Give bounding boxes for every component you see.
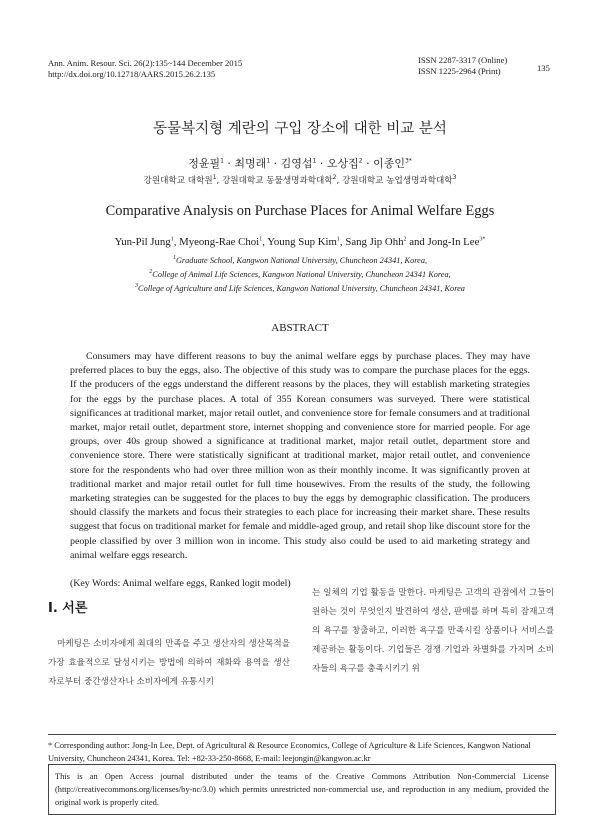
abstract-body: Consumers may have different reasons to buy the animal welfare eggs by purchase places. They may have preferred places to buy the eggs, also. The objective of this study was to compare the purchase places for the eggs. If the producers of the eggs understand the different reasons by the places, they will establish marketing strategies for the eggs by the purchase places. A total of 355 Korean consumers was surveyed. There were statistical significances at traditional market, major retail outlet, and convenience store for female consumers and at traditional market, major retail outlet, department store, internet shopping and convenience store for married people. For age groups, over 40s group showed a significance at traditional market, major retail outlet, department store and convenience store. There were statistically significant at traditional market, major retail outlet, and convenience store for the respondents who had over three million won as their monthly income. It was significantly proven at traditional market and major retail outlet for full time housewives. From the results of the study, the following marketing strategies can be suggested for the places to buy the eggs by demographic classification. The producers should classify the markets and focus their strategies to each place for increasing their market share. These results suggest that focus on traditional market for female and middle-aged group, and retail shop like discount store for the people classified by over 3 million won in income. This study also could be used to aid marketing strategy and animal welfare eggs research. (70, 351, 530, 561)
corresponding-author-footnote: * Corresponding author: Jong-In Lee, Dept. of Agricultural & Resource Economics, College of Agriculture & Life Sciences, Kangwon National University, Chuncheon 24341, Korea. Tel: +82-33-250-8668, E-mail: leejongin@kangwon.ac.kr (48, 741, 531, 763)
author-en: Yun-Pil Jung$^1$ (114, 236, 174, 248)
affiliation-ko: 강원대학교 농업생명과학대학$^3$ (341, 174, 457, 186)
author-en: Sang Jip Ohh$^2$ (345, 236, 407, 248)
abstract-heading: ABSTRACT (271, 322, 329, 334)
doi-link[interactable]: http://dx.doi.org/10.12718/AARS.2015.26.2.135 (48, 69, 216, 79)
author-ko: 정윤필$^1$ (188, 157, 224, 170)
author-en: Jong-In Lee$^{3*}$ (427, 236, 486, 248)
issn-block (418, 55, 507, 77)
author-en: Young Sup Kim$^1$ (267, 236, 340, 248)
affiliation-ko: 강원대학교 동물생명과학대학$^2$ (222, 174, 337, 186)
author-ko: 오상집$^2$ (326, 157, 363, 170)
left-column (48, 597, 290, 692)
affiliations-korean: 강원대학교 대학원$^1$, 강원대학교 동물생명과학대학$^2$, 강원대학교 농업생명과학대학$^3$ (143, 174, 457, 186)
authors-korean: 정윤필$^1$ · 최명래$^1$ · 김영섭$^1$ · 오상집$^2$ · 이종인$^{3*}$ (188, 157, 412, 170)
authors-english: Yun-Pil Jung$^1$, Myeong-Rae Choi$^1$, Young Sup Kim$^1$, Sang Jip Ohh$^2$ and Jong-In Lee$^{3*}$ (114, 236, 486, 248)
author-ko: 김영섭$^1$ (280, 157, 317, 170)
right-column (312, 584, 554, 679)
affiliation-en: $^2$College of Animal Life Sciences, Kangwon National University, Chuncheon 24341 Korea, (149, 269, 451, 279)
title-korean: 동물복지형 계란의 구입 장소에 대한 비교 분석 (153, 121, 447, 137)
intro-paragraph-continued: 는 일체의 기업 활동을 말한다. 마케팅은 고객의 관점에서 그들이 원하는 것이 무엇인지 발견하여 생산, 판매를 하며 특히 잠재고객의 욕구를 창출하고, 이러한 욕구를 만족시킬 상품이나 서비스를 제공하는 활동이다. 기업들은 경쟁 기업과 차별화를 가지며 소비자들의 욕구를 충족시키기 위 (312, 588, 554, 674)
footnote-divider (48, 734, 556, 735)
author-ko: 이종인$^{3*}$ (373, 157, 412, 170)
affiliation-ko: 강원대학교 대학원$^1$ (143, 174, 217, 186)
page-number: 135 (537, 63, 550, 73)
keywords: (Key Words: Animal welfare eggs, Ranked logit model) (70, 578, 291, 589)
affiliations-english (0, 254, 600, 296)
issn-print: ISSN 1225-2964 (Print) (418, 66, 501, 76)
section-heading-introduction: I. 서론 (48, 601, 88, 616)
author-en: Myeong-Rae Choi$^1$ (179, 236, 263, 248)
title-english: Comparative Analysis on Purchase Places for Animal Welfare Eggs (105, 203, 495, 219)
journal-citation (48, 58, 242, 80)
issn-online: ISSN 2287-3317 (Online) (418, 55, 508, 65)
affiliation-en: $^3$College of Agriculture and Life Sciences, Kangwon National University, Chuncheon 24341, Korea (135, 283, 465, 293)
license-box: This is an Open Access journal distributed under the teams of the Creative Commons Attribution Non-Commercial License (http://creativecommons.org/licenses/by-nc/3.0) which permits unrestricted non-commercial use, and reproduction in any medium, provided the original work is properly cited. (48, 764, 556, 815)
author-ko: 최명래$^1$ (234, 157, 271, 170)
intro-paragraph: 마케팅은 소비자에게 최대의 만족을 주고 생산자의 생산목적을 가장 효율적으로 달성시키는 방법에 의하여 재화와 용역을 생산자로부터 중간생산자나 소비자에게 유통시키 (48, 639, 290, 687)
journal-line: Ann. Anim. Resour. Sci. 26(2):135~144 December 2015 (48, 58, 243, 68)
affiliation-en: $^1$Graduate School, Kangwon National University, Chuncheon 24341, Korea, (172, 255, 428, 265)
